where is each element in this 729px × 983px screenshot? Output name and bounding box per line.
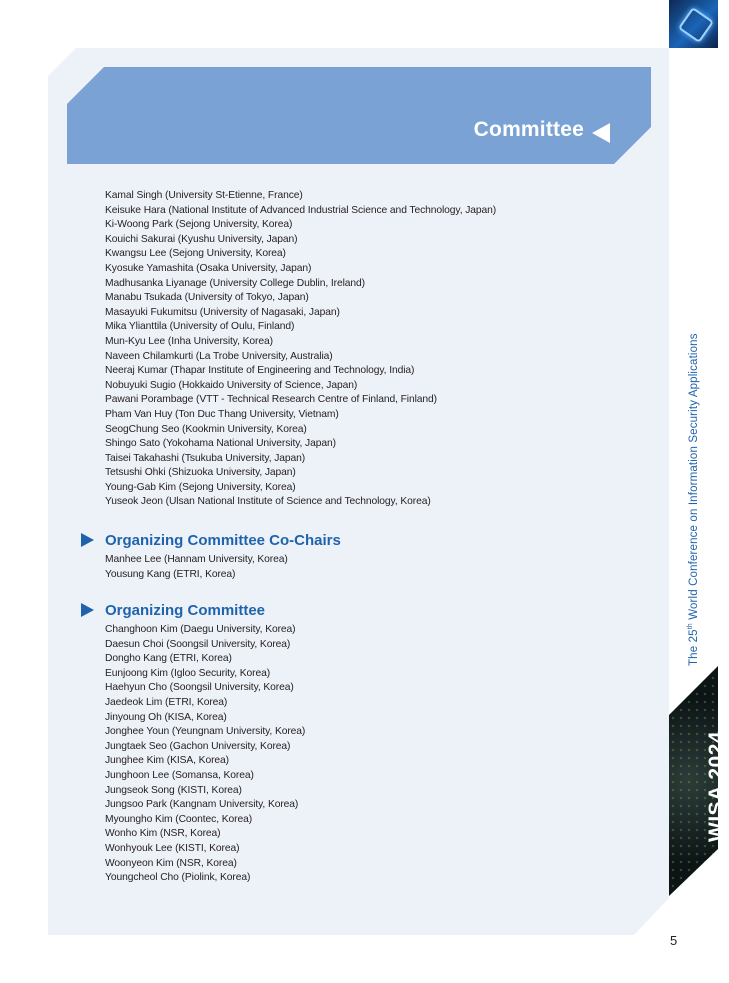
wisa-brand-text: WISA 2024: [705, 730, 728, 842]
list-item: Mun-Kyu Lee (Inha University, Korea): [105, 335, 273, 347]
list-item: SeogChung Seo (Kookmin University, Korea): [105, 423, 307, 435]
list-item: Kyosuke Yamashita (Osaka University, Japan): [105, 262, 312, 274]
list-item: Eunjoong Kim (Igloo Security, Korea): [105, 667, 271, 679]
members-continued-list: [105, 189, 496, 510]
list-item: Taisei Takahashi (Tsukuba University, Japan): [105, 452, 306, 464]
list-item: Tetsushi Ohki (Shizuoka University, Japan): [105, 467, 296, 479]
page-number: 5: [670, 933, 678, 948]
list-item: Manabu Tsukada (University of Tokyo, Japan): [105, 292, 309, 304]
list-item: Pawani Porambage (VTT - Technical Research Centre of Finland, Finland): [105, 394, 438, 406]
list-item: Woonyeon Kim (NSR, Korea): [105, 857, 237, 869]
list-item: Daesun Choi (Soongsil University, Korea): [105, 638, 291, 650]
header-banner: [67, 67, 651, 164]
list-item: Changhoon Kim (Daegu University, Korea): [105, 624, 296, 635]
co-chairs-title: Organizing Committee Co-Chairs: [105, 531, 341, 549]
list-item: Kamal Singh (University St-Etienne, France): [105, 190, 303, 201]
triangle-bullet-icon: [81, 603, 94, 617]
list-item: Haehyun Cho (Soongsil University, Korea): [105, 682, 294, 694]
list-item: Keisuke Hara (National Institute of Advanced Industrial Science and Technology, Japan): [105, 204, 497, 216]
page-title: Committee: [473, 118, 584, 141]
list-item: Wonhyouk Lee (KISTI, Korea): [105, 842, 240, 854]
conference-prefix: The 25: [687, 629, 700, 666]
list-item: Jinyoung Oh (KISA, Korea): [105, 711, 227, 723]
list-item: Dongho Kang (ETRI, Korea): [105, 653, 232, 665]
list-item: Jaedeok Lim (ETRI, Korea): [105, 696, 228, 708]
list-item: Wonho Kim (NSR, Korea): [105, 828, 221, 840]
lock-icon: [678, 7, 714, 43]
list-item: Madhusanka Liyanage (University College Dublin, Ireland): [105, 277, 365, 289]
list-item: Yuseok Jeon (Ulsan National Institute of Science and Technology, Korea): [105, 496, 431, 508]
triangle-bullet-icon: [81, 533, 94, 547]
list-item: Jungsoo Park (Kangnam University, Korea): [105, 799, 299, 811]
list-item: Jungtaek Seo (Gachon University, Korea): [105, 740, 291, 752]
list-item: Mika Ylianttila (University of Oulu, Finland): [105, 321, 295, 333]
conference-name: [687, 333, 700, 666]
list-item: Manhee Lee (Hannam University, Korea): [105, 554, 288, 565]
list-item: Nobuyuki Sugio (Hokkaido University of Science, Japan): [105, 379, 358, 391]
list-item: Jonghee Youn (Yeungnam University, Korea): [105, 726, 306, 738]
organizing-heading: [81, 600, 265, 620]
conference-sup: th: [687, 623, 694, 630]
list-item: Ki-Woong Park (Sejong University, Korea): [105, 219, 293, 231]
list-item: Shingo Sato (Yokohama National University, Japan): [105, 438, 336, 450]
list-item: Yousung Kang (ETRI, Korea): [105, 568, 236, 580]
list-item: Youngcheol Cho (Piolink, Korea): [105, 872, 251, 884]
list-item: Neeraj Kumar (Thapar Institute of Engineering and Technology, India): [105, 365, 415, 377]
list-item: Young-Gab Kim (Sejong University, Korea): [105, 481, 296, 493]
list-item: Masayuki Fukumitsu (University of Nagasaki, Japan): [105, 306, 340, 318]
co-chairs-list: [105, 553, 288, 582]
list-item: Myoungho Kim (Coontec, Korea): [105, 813, 253, 825]
organizing-title: Organizing Committee: [105, 601, 266, 619]
list-item: Junghee Kim (KISA, Korea): [105, 755, 229, 767]
left-arrow-icon: [592, 123, 610, 143]
list-item: Kouichi Sakurai (Kyushu University, Japan): [105, 233, 298, 245]
conference-suffix: World Conference on Information Security Applications: [687, 333, 700, 624]
list-item: Jungseok Song (KISTI, Korea): [105, 784, 242, 796]
security-lock-thumbnail: [669, 0, 718, 48]
list-item: Pham Van Huy (Ton Duc Thang University, Vietnam): [105, 408, 339, 420]
co-chairs-heading: [81, 530, 341, 550]
list-item: Kwangsu Lee (Sejong University, Korea): [105, 248, 286, 260]
organizing-list: [105, 623, 305, 886]
list-item: Junghoon Lee (Somansa, Korea): [105, 769, 254, 781]
list-item: Naveen Chilamkurti (La Trobe University, Australia): [105, 350, 333, 362]
